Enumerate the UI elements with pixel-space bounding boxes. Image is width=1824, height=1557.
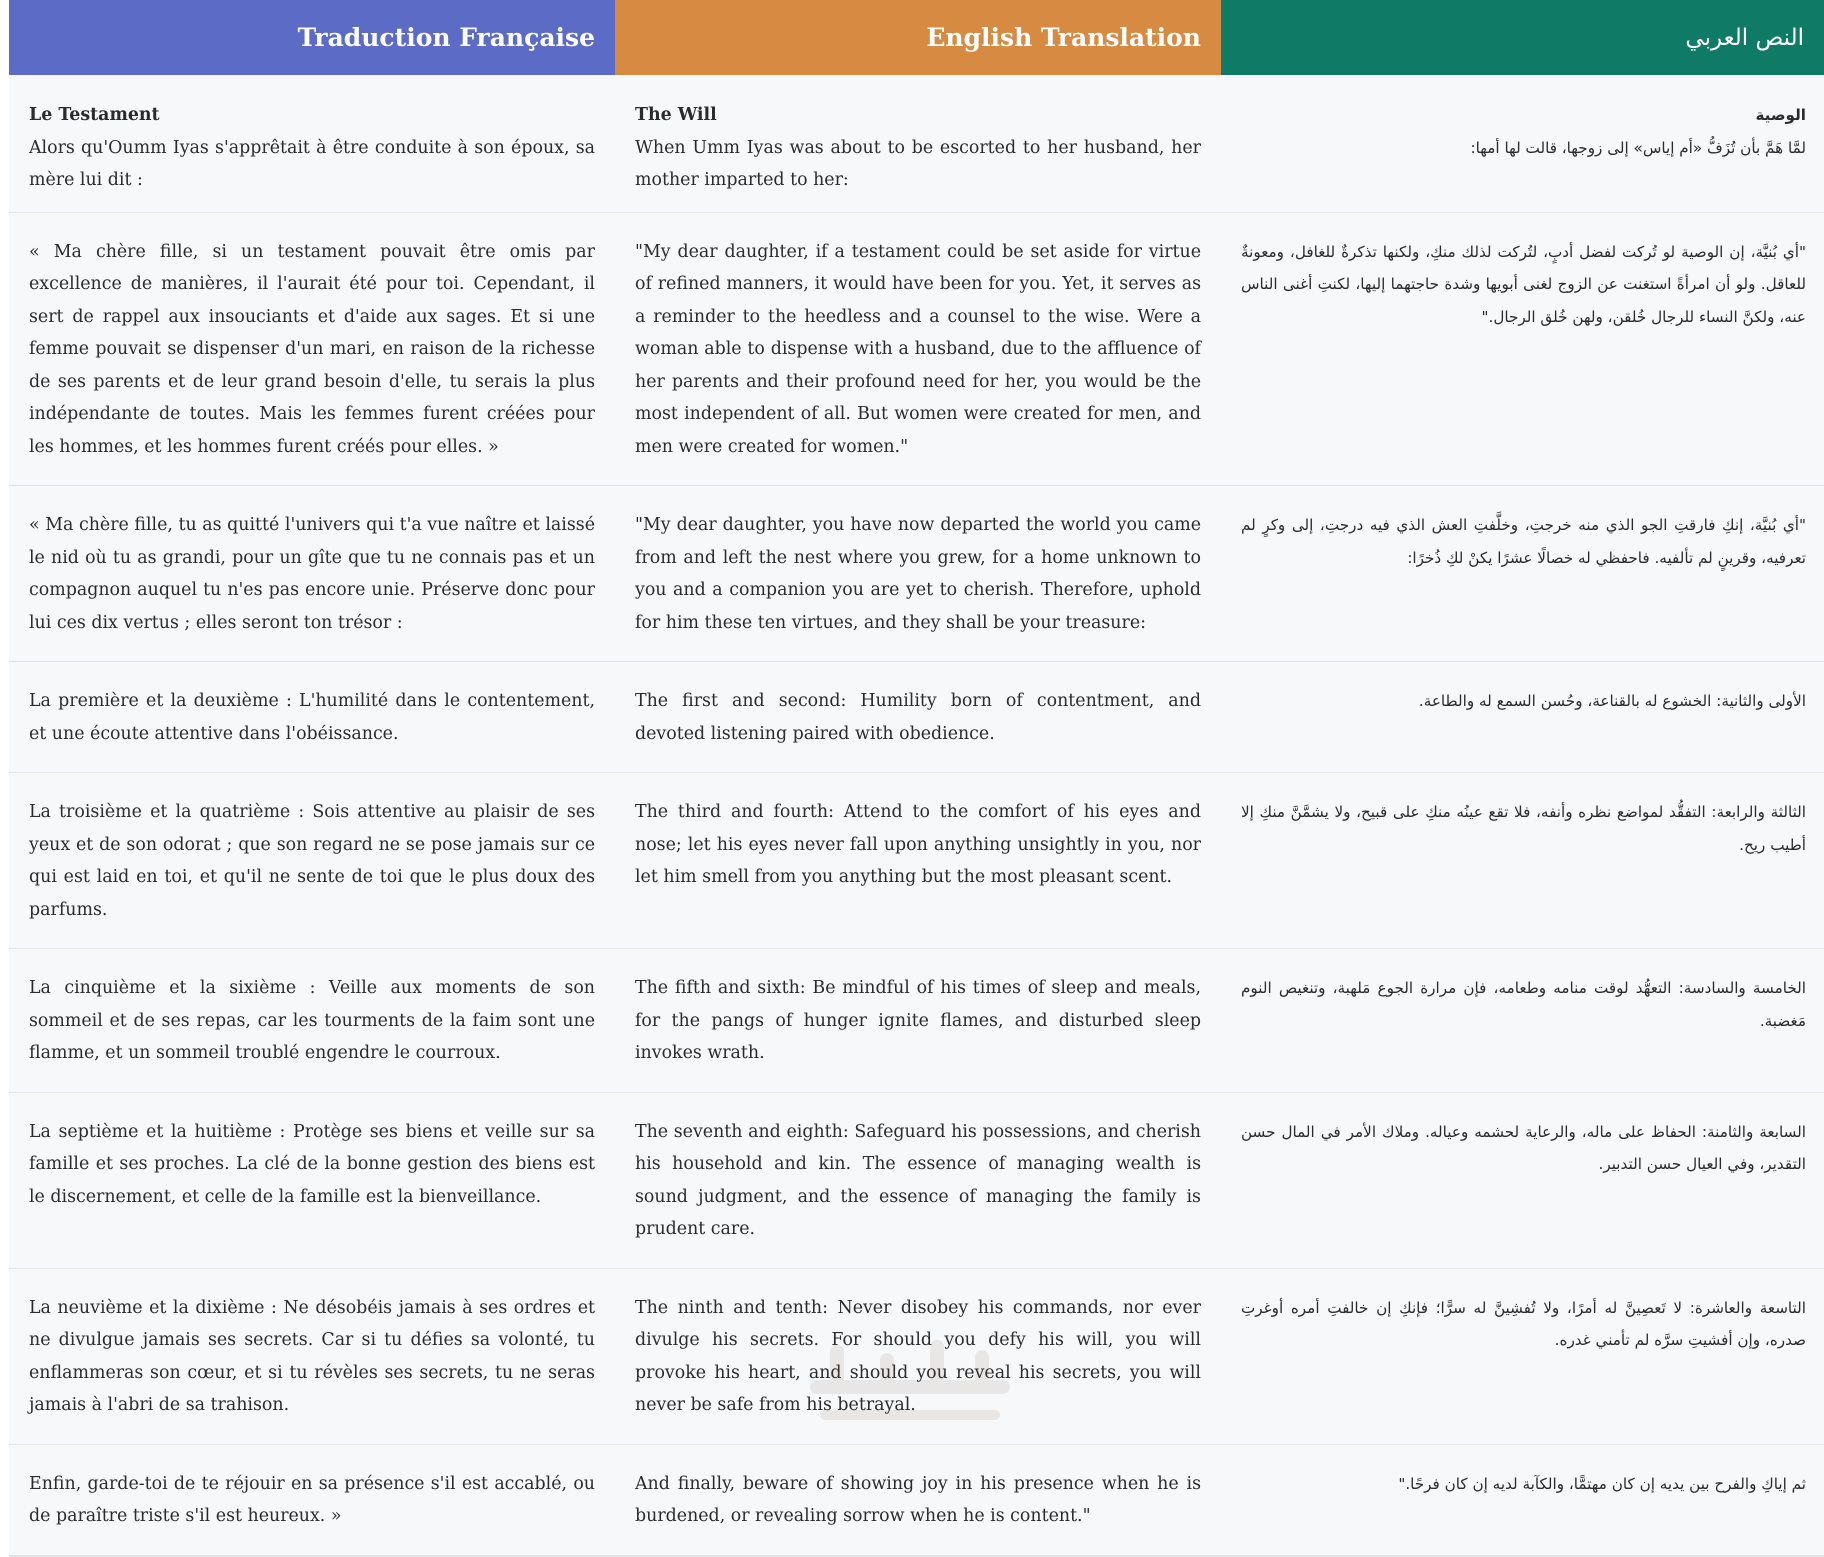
french-title: Le Testament bbox=[29, 105, 160, 125]
french-cell: La première et la deuxième : L'humilité dans le contentement, et une écoute attentive dans l'obéissance. bbox=[29, 691, 595, 744]
french-cell: La cinquième et la sixième : Veille aux moments de son sommeil et de ses repas, car les tourments de la faim sont une flamme, et un sommeil troublé engendre le courroux. bbox=[29, 978, 595, 1063]
french-cell bbox=[9, 99, 615, 197]
arabic-cell: "أي بُنيَّة، إن الوصية لو تُركت لفضل أدبٍ، لتُركت لذلك منكِ، ولكنها تذكرةٌ للغافل، ومعونةٌ للعاقل. ولو أن امرأةً استغنت عن الزوج لغنى أبويها وشدة حاجتهما إليها، لكنتِ أغنى الناس عنه، ولكنَّ النساء للرجال خُلقن، ولهن خُلق الرجال." bbox=[1241, 242, 1806, 326]
french-cell: La neuvième et la dixième : Ne désobéis jamais à ses ordres et ne divulgue jamais ses secrets. Car si tu défies sa volonté, tu enflammeras son cœur, et si tu révèles ses secrets, tu ne seras jamais à l'abri de sa trahison. bbox=[29, 1297, 595, 1415]
english-text: When Umm Iyas was about to be escorted to her husband, her mother imparted to her: bbox=[635, 137, 1201, 190]
arabic-cell bbox=[1221, 99, 1824, 197]
arabic-cell: الخامسة والسادسة: التعهُّد لوقت منامه وطعامه، فإن مرارة الجوع مَلهبة، وتنغيص النوم مَغضبة. bbox=[1241, 979, 1806, 1030]
english-cell: And finally, beware of showing joy in his presence when he is burdened, or revealing sorrow when he is content." bbox=[635, 1473, 1201, 1526]
arabic-cell: السابعة والثامنة: الحفاظ على ماله، والرعاية لحشمه وعياله. وملاك الأمر في المال حسن التقدير، وفي العيال حسن التدبير. bbox=[1241, 1122, 1806, 1173]
french-cell: La septième et la huitième : Protège ses biens et veille sur sa famille et ses proches. La clé de la bonne gestion des biens est le discernement, et celle de la famille est la bienveillance. bbox=[29, 1121, 595, 1207]
table-row bbox=[9, 213, 1824, 487]
english-cell: "My dear daughter, if a testament could be set aside for virtue of refined manners, it would have been for you. Yet, it serves as a reminder to the heedless and a counsel to the wise. Were a woman able to dispense with a husband, due to the affluence of her parents and their profound need for her, you would be the most independent of all. But women were created for men, and men were created for women." bbox=[635, 241, 1201, 457]
english-cell bbox=[615, 99, 1221, 197]
french-cell: Enfin, garde-toi de te réjouir en sa présence s'il est accablé, ou de paraître triste s'il est heureux. » bbox=[29, 1473, 595, 1526]
french-cell: « Ma chère fille, tu as quitté l'univers qui t'a vue naître et laissé le nid où tu as grandi, pour un gîte que tu ne connais pas et un compagnon auquel tu n'es pas encore unie. Préserve donc pour lui ces dix vertus ; elles seront ton trésor : bbox=[29, 515, 595, 633]
english-cell: The fifth and sixth: Be mindful of his times of sleep and meals, for the pangs of hunger ignite flames, and disturbed sleep invokes wrath. bbox=[635, 978, 1201, 1063]
english-title: The Will bbox=[635, 105, 717, 125]
arabic-cell: الأولى والثانية: الخشوع له بالقناعة، وحُسن السمع له والطاعة. bbox=[1418, 692, 1806, 710]
table-row bbox=[9, 1445, 1824, 1557]
header-row bbox=[9, 0, 1824, 75]
table-row bbox=[9, 486, 1824, 662]
translation-table bbox=[9, 0, 1824, 1557]
arabic-cell: الثالثة والرابعة: التفقُّد لمواضع نظره وأنفه، فلا تقع عينُه منكِ على قبيح، ولا يشمَّنَّ منكِ إلا أطيب ريح. bbox=[1241, 803, 1806, 854]
english-cell: The third and fourth: Attend to the comfort of his eyes and nose; let his eyes never fall upon anything unsightly in you, nor let him smell from you anything but the most pleasant scent. bbox=[635, 802, 1201, 887]
french-text: Alors qu'Oumm Iyas s'apprêtait à être conduite à son époux, sa mère lui dit : bbox=[29, 137, 595, 190]
arabic-title: الوصية bbox=[1755, 106, 1806, 124]
english-cell: "My dear daughter, you have now departed the world you came from and left the nest where you grew, for a home unknown to you and a companion you are yet to cherish. Therefore, uphold for him these ten virtues, and they shall be your treasure: bbox=[635, 515, 1201, 633]
table-row bbox=[9, 1269, 1824, 1445]
header-english: English Translation bbox=[615, 0, 1221, 75]
arabic-cell: التاسعة والعاشرة: لا تَعصِينَّ له أمرًا، ولا تُفشِينَّ له سرًّا؛ فإنكِ إن خالفتِ أمره أوغرتِ صدره، وإن أفشيتِ سرَّه لم تأمني غدره. bbox=[1241, 1298, 1806, 1349]
arabic-cell: "أي بُنيَّة، إنكِ فارقتِ الجو الذي منه خرجتِ، وخلَّفتِ العش الذي فيه درجتِ، إلى وكرٍ لم تعرفيه، وقرينٍ لم تألفيه. فاحفظي له خصالًا عشرًا يكنْ لكِ ذُخرًا: bbox=[1241, 516, 1806, 567]
french-cell: « Ma chère fille, si un testament pouvait être omis par excellence de manières, il l'aurait été pour toi. Cependant, il sert de rappel aux insouciants et d'aide aux sages. Et si une femme pouvait se dispenser d'un mari, en raison de la richesse de ses parents et de leur grand besoin d'elle, tu serais la plus indépendante de toutes. Mais les femmes furent créées pour les hommes, et les hommes furent créés pour elles. » bbox=[29, 241, 595, 457]
english-cell: The ninth and tenth: Never disobey his commands, nor ever divulge his secrets. For should you defy his will, you will provoke his heart, and should you reveal his secrets, you will never be safe from his betrayal. bbox=[635, 1297, 1201, 1415]
header-arabic: النص العربي bbox=[1221, 0, 1824, 75]
table-row bbox=[9, 949, 1824, 1093]
arabic-cell: ثم إياكِ والفرح بين يديه إن كان مهتمًّا، والكآبة لديه إن كان فرحًا." bbox=[1398, 1474, 1806, 1493]
table-row bbox=[9, 773, 1824, 949]
french-cell: La troisième et la quatrième : Sois attentive au plaisir de ses yeux et de son odorat ; que son regard ne se pose jamais sur ce qui est laid en toi, et qu'il ne sente de toi que le plus doux des parfums. bbox=[29, 802, 595, 920]
table-row bbox=[9, 1093, 1824, 1269]
english-cell: The first and second: Humility born of contentment, and devoted listening paired with obedience. bbox=[635, 691, 1201, 744]
table-row bbox=[9, 75, 1824, 213]
english-cell: The seventh and eighth: Safeguard his possessions, and cherish his household and kin. The essence of managing wealth is sound judgment, and the essence of managing the family is prudent care. bbox=[635, 1121, 1201, 1239]
header-french: Traduction Française bbox=[9, 0, 615, 75]
arabic-text: لمَّا هَمَّ بأن تُزَفُّ «أم إياس» إلى زوجها، قالت لها أمها: bbox=[1470, 138, 1806, 157]
table-row bbox=[9, 662, 1824, 773]
